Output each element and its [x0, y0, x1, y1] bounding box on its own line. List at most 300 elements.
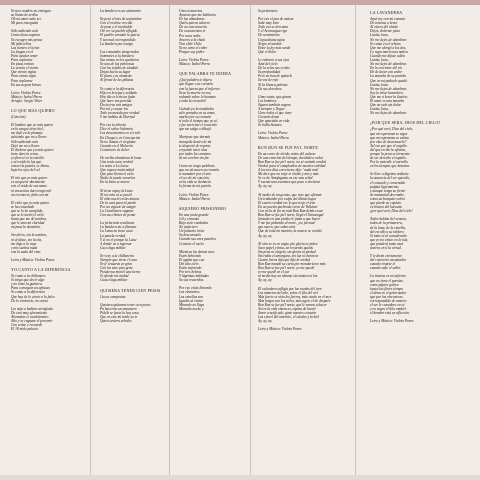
- lyric-line: Al estero del olvido: [370, 25, 398, 30]
- lyric-line: Como no tengo palabras: [179, 164, 215, 168]
- lyric-line: Música: Isabel Parra: [258, 135, 289, 140]
- lyric-line: De casi muy aforamiento: [11, 310, 48, 315]
- lyric-line: Que hay de lo cierto a lo falso: [11, 294, 55, 299]
- lyric-line: Al medio de un geniso, que tuve que afirmar: [258, 192, 322, 197]
- lyric-line: tuviera en ti la virtud.: [370, 245, 402, 250]
- lyric-line: De lo contrario, no canto.: [11, 298, 49, 303]
- lyric-line: No me dejes de alumbrar.: [370, 62, 407, 67]
- lyric-line: Centarte el vuelo: [179, 241, 204, 246]
- lyric-line: Todo un mesida por verdad: [100, 111, 140, 116]
- lyric-line: Con los sino piso grise: [100, 266, 133, 271]
- lyric-line: Y si no el porque la Luise: [100, 237, 137, 242]
- lyric-line: Del alto cielo: [179, 261, 199, 266]
- lyric-line: con la nada del vino.: [11, 249, 42, 254]
- lyric-line: te despertó de repente: [179, 143, 211, 148]
- lyric-line: Por eso están llorando: [179, 286, 212, 291]
- lyric-line: El amor es una mancha: [370, 98, 405, 103]
- lyric-line: lleva la muerte su voz,: [179, 90, 212, 95]
- lyric-line: Cuaca laga militar: [100, 278, 128, 283]
- lyric-line: Soy la triste lavandera: [370, 90, 403, 95]
- lyric-line: que mi esperanza se calma: [370, 135, 409, 140]
- lyric-line: Que vtento vigías: [11, 70, 37, 75]
- lyric-line: todos de la primavera,: [370, 221, 403, 226]
- lyric-line: El calendario afligía por las ruedas del tren: [258, 286, 322, 291]
- lyric-line: me dejó en la plumaje: [11, 131, 43, 136]
- lyric-line: el alma en el gobernador: [370, 290, 407, 295]
- lyric-line: sabiendo que no a llover.: [11, 135, 48, 140]
- lyric-line: Que no sale sin dolor.: [370, 103, 402, 108]
- song-title: SIQUIERO PRISIONERO: [179, 205, 227, 211]
- lyric-line: su llanto de arriba: [11, 13, 38, 18]
- song-title: ¿POR QUE SERA, DIOS DEL CIELO?: [370, 120, 441, 126]
- lyric-line: Maripose que dormía: [179, 135, 211, 140]
- lyric-line: A siempre y llegue: [258, 106, 285, 111]
- lyric-line: en la vida se deshacía: [179, 180, 211, 185]
- lyric-line: Letra y Música: Violeta Parra: [258, 327, 302, 332]
- lyric-line: A los tres días carreta me dijo: 'nada más': [258, 168, 319, 173]
- lyric-line: Pa hacerme un amansero: [100, 306, 137, 311]
- lyric-line: Tal vez por que el orgullo: [370, 143, 407, 148]
- lyric-line: El ráo que yo más quiero: [11, 176, 48, 181]
- lyric-line: Con sus ribetes de penar: [100, 213, 136, 218]
- lyric-line: Más fuerte se oían los fierros, más rueda en el mes: [258, 294, 332, 299]
- lyric-line: en los tiempos que lamenta.: [370, 164, 411, 169]
- lyric-line: por olas de desconsuelo?: [370, 139, 407, 144]
- lyric-line: Ay, ay, ay.: [258, 319, 273, 324]
- lyric-line: El cielo que yo más quiero: [11, 200, 50, 205]
- lyric-line: En la corriente del río: [370, 66, 403, 71]
- lyric-line: palpita ligeramente;: [370, 184, 400, 189]
- lyric-line: y mis sueños nada: [11, 245, 38, 250]
- lyric-line: yo florecí en la estrella: [11, 155, 45, 160]
- lyric-line: Los hombres: [258, 98, 277, 103]
- lyric-line: Alumnitas el cuadrúmetro: [11, 314, 49, 319]
- lyric-line: La bandera por testigo: [100, 41, 134, 46]
- lyric-line: y en negro el hilo amdrel: [370, 307, 406, 312]
- lyric-line: Música: Isabel Parra: [11, 94, 42, 99]
- lyric-line: Con el ocelote crecido: [100, 21, 133, 26]
- lyric-line: Yo fé tesaarás en grito: [100, 262, 133, 267]
- lyric-line: Yo vovy a la chillaneria: [100, 253, 135, 258]
- stanza-gap: [100, 323, 173, 327]
- lyric-line: Centenario de dolor: [100, 147, 130, 152]
- lyric-line: Le robaron a sus ojos: [258, 57, 290, 62]
- lyric-line: Amores a la chula: [179, 37, 206, 42]
- lyric-line: Sólo sabiendo sola: [11, 29, 39, 34]
- lyric-line: Su profundidad: [258, 70, 281, 75]
- lyric-line: En un puesto quebrado cerca de Vallenar: [258, 204, 318, 209]
- lyric-line: Mirando no llega: [179, 302, 205, 307]
- lyric-line: el ser le considero en sé: [370, 303, 405, 308]
- lyric-line: Ya no temo el cobre: [179, 45, 208, 50]
- lyric-line: Mi falta tellos: [11, 41, 32, 46]
- song-title: LA LAVANDERA: [370, 10, 403, 15]
- lyric-line: Por eso el pan de azúcar: [258, 17, 294, 22]
- lyric-line: Ay, ay, ay.: [258, 233, 273, 238]
- lyric-line: Cueca campesina: [100, 294, 126, 299]
- stanza-gap: [179, 311, 253, 315]
- lyric-line: por todos los caminos: [179, 151, 211, 156]
- lyric-line: en brazos del huracán: [370, 205, 403, 210]
- lyric-line: Yo canto a la chillanera: [11, 274, 46, 279]
- lyric-line: Y el Aconcagua rige: [258, 29, 288, 34]
- lyric-line: Siguen también negros: [258, 102, 291, 107]
- lyric-line: de mi cerebro sin fin.: [179, 155, 210, 160]
- lyric-line: te mandaré por el aire: [179, 172, 212, 177]
- stanza-gap: [258, 140, 363, 144]
- lyric-line: Sus armas no les quedaron: [100, 57, 139, 62]
- lyric-line: Todos hablan del veneno,: [370, 217, 407, 222]
- lyric-line: como un barquito velero: [370, 196, 406, 201]
- lyric-line: Por tal y cruzar los: [100, 106, 128, 111]
- lyric-line: del concierto encantador: [370, 258, 407, 263]
- lyric-line: No justiciero: [179, 225, 198, 230]
- lyric-sheet: [0, 5, 480, 475]
- lyric-line: El dichoso que yo más quiero: [11, 147, 54, 152]
- lyric-line: Mirando noche y: [179, 306, 204, 311]
- lyric-line: que no alcancen su corazón: [179, 168, 220, 173]
- lyric-line: La fragua en el: [11, 49, 34, 54]
- lyric-line: que pierde su capitán: [370, 201, 401, 206]
- lyric-line: Las tienten el tiento: [11, 45, 40, 50]
- lyric-line: Sentado en una piedra le pinta a que hacer: [258, 217, 321, 222]
- lyric-line: La vencía el viento: [11, 66, 39, 71]
- lyric-line: La mancha de su partida: [370, 74, 406, 79]
- lyric-line: Dejó me no a llover.: [11, 143, 41, 148]
- lyric-line: Por unos miles: [179, 33, 201, 38]
- lyric-line: Se ve de Antofagasta en ese una señal: [258, 176, 313, 181]
- lyric-line: de la luna, de la estrella,: [370, 225, 406, 230]
- lyric-line: Me dice que no traje te olvido y mis y más: [258, 172, 319, 177]
- lyric-line: rodando sobre lo humano: [179, 94, 216, 99]
- lyric-line: Para conseguir un aplauso: [11, 286, 51, 291]
- stanza-gap: [11, 262, 86, 266]
- lyric-line: He de lavar con ardor: [370, 70, 403, 75]
- lyric-line: De una estación del tiempo, decidido a rodar: [258, 155, 324, 160]
- lyric-line: creyendo tener alas: [179, 147, 208, 152]
- lyric-line: Gil y comento: [179, 216, 200, 221]
- lyric-line: que se lo he cumplido,: [11, 208, 44, 213]
- lyric-line: Al frente de las piñatas: [100, 78, 134, 83]
- stanza-gap: [11, 331, 86, 335]
- lyric-line: al medio hay un abismo sin música ni luz: [258, 274, 318, 279]
- lyric-line: Dice el señor Salomón: [100, 127, 133, 132]
- lyric-line: Yo canto a la diferencia: [100, 86, 135, 91]
- lyric-line: No me dejes de alumbrar.: [370, 37, 407, 42]
- lyric-line: Qué el dolor: [258, 49, 277, 54]
- lyric-line: En sus negras brisas: [11, 82, 41, 87]
- lyric-line: que yo no existo en la isla,: [370, 237, 409, 242]
- lyric-line: Cuca laga militar: [100, 245, 126, 250]
- lyric-line: En Chuqui y en Concepción: [100, 135, 141, 140]
- lyric-line: Para soplarme: [11, 78, 33, 83]
- lyric-line: la ausencia del ser querido,: [370, 176, 411, 181]
- lyric-line: Lo regocinario una nativa: [370, 49, 408, 54]
- lyric-line: Se llore a lágrima ardiente: [370, 172, 409, 177]
- lyric-line: Que pisa lloran el cielo: [100, 172, 134, 177]
- lyric-line: Negro al tambor: [258, 41, 282, 46]
- lyric-line: que llegue a tu corazón: [179, 82, 213, 87]
- stanza-gap: [100, 283, 173, 287]
- lyric-line: De trizezas a lavar: [370, 21, 398, 26]
- lyric-line: Estén bebiendo: [179, 253, 202, 258]
- lyric-line: Su prisionero.: [258, 9, 279, 13]
- lyric-line: Una tenía unos verdad: [100, 160, 133, 164]
- lyric-line: cuando respete el: [370, 262, 396, 267]
- stanza-gap: [179, 201, 253, 205]
- lyric-line: Que en este mi tarde yo te: [100, 315, 138, 319]
- lyric-line: de ser derecho el zapallo.: [370, 156, 407, 161]
- lyric-line: Gime santo, que gimen: [258, 94, 292, 99]
- lyric-line: sólo pensaba en su amor,: [179, 110, 216, 115]
- lyric-line: cuando sabe el señor.: [370, 266, 401, 271]
- lyric-line: ni encuentra duro tengo mil: [11, 188, 51, 193]
- lyric-line: No me dejes de alumbrar.: [370, 86, 407, 91]
- lyric-column: [370, 5, 470, 475]
- lyric-line: Por la metrulle el zarrullo: [370, 160, 408, 165]
- lyric-line: Y me hablan de libertad: [100, 115, 135, 120]
- lyric-line: La Carabinera vaguine: [100, 209, 134, 214]
- lyric-line: Alto y se engazar el porvenir: [11, 319, 53, 323]
- lyric-line: Letra: Violeta Parra: [179, 58, 209, 63]
- lyric-line: Oír ver su pueblo afligido: [100, 29, 138, 34]
- lyric-line: yo me quedé en el sur: [258, 270, 290, 275]
- lyric-line: del escollo a su tablero;: [370, 229, 405, 234]
- lyric-line: Ni tiene rapay la Luise: [100, 188, 133, 193]
- lyric-line: Sabe muy bien: [258, 21, 279, 26]
- lyric-line: Letra y Música: Violeta Parra: [11, 257, 55, 262]
- lyric-line: Apuesto que me hablaron: [179, 13, 216, 18]
- lyric-line: El pueblo atrando la patria: [100, 33, 140, 38]
- lyric-line: Los elementos: [179, 290, 200, 295]
- lyric-line: tiene duro la reina,: [11, 151, 39, 156]
- lyric-line: Quién quiera saberes: [179, 21, 210, 26]
- lyric-line: De sus derechos.: [258, 86, 283, 91]
- lyric-line: conocí la pasión, se llama,: [11, 164, 50, 169]
- lyric-line: De la cual pareció pardo: [100, 200, 137, 205]
- lyric-line: De arriba abandona la loma: [100, 155, 142, 160]
- lyric-line: Si ofende mi ciudad: [100, 274, 129, 279]
- lyric-line: Su desconsuelo: [179, 233, 202, 238]
- lyric-line: Decía tras mis amigos: [100, 102, 133, 107]
- lyric-line: Yiva chile Chile: [179, 41, 202, 46]
- song-title: YO CANTO A LA DIFERENCIA: [11, 266, 71, 272]
- lyric-line: Dejos, dolerme pisar: [370, 29, 401, 34]
- lyric-line: Así es la vida entonces, espina de laurel: [258, 307, 316, 311]
- lyric-line: A donde va a regresar: [100, 241, 132, 246]
- lyric-line: Música: Isabel Parra: [179, 62, 210, 67]
- lyric-line: mi pasa la desunión.: [11, 225, 41, 230]
- lyric-line: y fue tan triste el recuerdo: [179, 123, 217, 128]
- lyric-line: Su sus recuerdos.: [179, 278, 204, 283]
- lyric-line: Letra: Violeta Parra: [11, 90, 41, 95]
- lyric-line: el consuelo y consentido: [370, 180, 406, 185]
- song-title: RUN RUN SE FUE PA'L NORTE: [258, 144, 318, 150]
- lyric-line: Con los tejidos de sándalo: [100, 66, 139, 71]
- lyric-line: Dejan hacia su lugar: [100, 70, 131, 75]
- lyric-line: que nuevo, que sabes más: [258, 225, 296, 230]
- lyric-line: Cuando en el Malecón: [100, 143, 133, 148]
- lyric-line: El pleno y tu alameda: [100, 74, 132, 79]
- lyric-line: Run Run se fue pa'l norte, qué le vamos a hacer: [258, 302, 327, 307]
- lyric-line: Los descontentos en el cielo: [100, 131, 141, 136]
- lyric-line: mucho por su corazón: [179, 115, 212, 120]
- lyric-line: y no tomo la guitarra: [11, 282, 42, 287]
- lyric-line: busca las flores tiempo: [370, 286, 404, 291]
- lyric-line: Ni mi avia ni se pariel: [100, 192, 133, 197]
- lyric-column: [258, 5, 363, 475]
- lyric-line: La panela verdad: [100, 233, 126, 238]
- lyric-line: En las almudenas: [179, 17, 205, 22]
- lyric-line: En un carro de olvido, antes del aclarar: [258, 151, 316, 156]
- lyric-line: ¡por qué será, Dios del cielo!: [370, 209, 413, 214]
- stanza-gap: [370, 115, 470, 119]
- lyric-line: Que espera maternidad: [100, 168, 134, 173]
- lyric-line: Cuando me dijiste adiós: [370, 53, 405, 58]
- lyric-line: y toda la creación!: [179, 98, 207, 103]
- lyric-line: Azul del cielo: [258, 62, 278, 67]
- lyric-line: si todo el tiempo que yo sé,: [179, 119, 219, 124]
- lyric-line: Arreglo: Sergio Vitier: [11, 98, 43, 103]
- lyric-line: Siempre que viene el caso: [100, 257, 138, 262]
- lyric-line: Y cuenta una aventura que paso a declarar: [258, 180, 321, 185]
- lyric-line: me digo a la raya: [11, 241, 37, 246]
- lyric-line: Mientras las demás aves: [179, 249, 215, 254]
- lyric-line: Y me fue pidiendo al norte, ¡no fui mas!: [258, 221, 316, 226]
- lyric-line: Ponda ma moriel una tierra: [100, 270, 141, 275]
- lyric-line: ni al afase, sin la ola,: [11, 237, 43, 242]
- lyric-line: Ni la blanca paloma: [258, 82, 288, 87]
- lyric-line: En pisas ventan: [11, 62, 34, 67]
- lyric-line: de manantial derrumbe,: [370, 192, 405, 197]
- lyric-line: Cuándo yo la modulaba: [179, 106, 214, 111]
- lyric-line: Copacabana agita: [258, 37, 285, 42]
- lyric-line: el hombre está en aflicción.: [370, 311, 410, 316]
- lyric-line: correspondido de amores: [370, 299, 407, 303]
- lyric-line: Ay, ay, ay.: [258, 278, 273, 283]
- lyric-line: Entre la fey más sorda: [258, 45, 291, 50]
- lyric-line: Música: Isabel Parra: [179, 196, 210, 201]
- lyric-line: Por un viguete de sangre: [100, 204, 136, 209]
- lyric-line: Un trabumbo por culpa del último lugar: [258, 196, 317, 201]
- lyric-line: En la loma se mueve: [100, 180, 130, 185]
- lyric-line: que se le metió el cielo: [11, 213, 44, 218]
- lyric-line: Run Run se fue pa'l norte, no sé cuándo vendrá: [258, 159, 327, 164]
- lyric-line: Sommetes a la bandera: [100, 53, 134, 58]
- lyric-line: Letra y Música: Violeta Parra: [370, 319, 414, 324]
- lyric-line: De la selva sus verdes: [258, 66, 290, 71]
- lyric-line: Por eso tu teboria: [100, 123, 127, 128]
- lyric-line: Hoy día es león un fiabo: [100, 94, 136, 99]
- lyric-line: que ponderá tanto azul: [370, 241, 404, 246]
- lyric-line: El hombre que yo más quiero: [11, 123, 54, 128]
- lyric-line: Oh mi amor sabe ser: [11, 17, 42, 22]
- lyric-line: que le amo mi claridad: [11, 221, 45, 226]
- lyric-line: Más largos son los rieles, más agrio el de después: [258, 298, 331, 303]
- lyric-line: Lunita, luna,: [370, 33, 389, 38]
- lyric-line: Que hace voz porvida: [100, 98, 132, 103]
- lyric-line: Como dona esquina: [11, 33, 40, 38]
- lyric-line: Y lágrimas habladas: [179, 274, 209, 279]
- lyric-line: Quien tuviera arboles: [100, 319, 132, 324]
- stanza-gap: [370, 323, 470, 327]
- lyric-line: con la fuerza que el infierno: [179, 86, 220, 91]
- lyric-line: Yo tuve madres no entregan: [11, 9, 51, 13]
- lyric-column: [179, 5, 253, 475]
- lyric-line: Si tengo que decir algo: [11, 278, 45, 283]
- lyric-line: Amor crucificado, gime nuestro corazón: [258, 311, 317, 316]
- lyric-line: Llore todos el que tiene: [258, 111, 292, 116]
- song-title: QUE PALABRA TE DIJERA: [179, 71, 232, 77]
- lyric-line: ¡Qué palabra te dijera: [179, 78, 212, 83]
- lyric-line: Y te dirán ciertamente: [370, 254, 403, 259]
- lyric-line: Y tan mal correspondido: [100, 37, 136, 42]
- lyric-line: Yo una de las pelotonas: [100, 62, 135, 67]
- lyric-line: en la sangre tiene hiel,: [11, 127, 44, 132]
- lyric-line: Para ayudar amor: [11, 53, 38, 58]
- lyric-line: Los números del año, sobre el filo del riel: [258, 290, 318, 295]
- lyric-line: Con cedar y recuerdo: [11, 323, 43, 328]
- lyric-line: Iguales al viento: [179, 298, 203, 303]
- lyric-line: Mi paso enseguida: [11, 21, 39, 26]
- lyric-line: Ja pone y el inevitable: [100, 25, 133, 30]
- lyric-line: Sin rabia el amargura, sin luz ni clarinete: [258, 253, 319, 258]
- stanza-gap: [11, 103, 86, 107]
- lyric-line: Lunita, luna,: [370, 82, 389, 87]
- lyric-line: la forma de mi pasión.: [179, 184, 212, 189]
- lyric-line: con el ruido de sus mano: [11, 184, 48, 189]
- lyric-line: Que apariaba en vida: [258, 119, 290, 124]
- lyric-line: De sentimiento: [258, 33, 280, 38]
- lyric-line: Porque soy pobre: [179, 49, 205, 54]
- lyric-line: Ay, ay, ay.: [258, 184, 273, 189]
- lyric-line: que por las rinconeras: [370, 294, 403, 299]
- lyric-line: del que recibe la afrenta,: [370, 147, 406, 152]
- lyric-line: Quisiera quitarme tener cien pesos: [100, 302, 151, 307]
- lyric-line: Si tomo el al considerado: [370, 233, 407, 238]
- lyric-line: Que de toda mi montón, la muerte se vendió: [258, 229, 322, 234]
- lyric-line: La Luisa no tiene casa: [100, 229, 133, 234]
- lyric-line: y aunque tenga su frente: [370, 188, 406, 193]
- lyric-line: hasta que me dé sombra,: [11, 217, 47, 222]
- lyric-line: Letra: Violeta Parra: [179, 192, 209, 197]
- lyric-column: [11, 5, 86, 475]
- lyric-line: Pídéle se fuese la hoy casa: [100, 310, 139, 315]
- lyric-line: La tristeza es un infierno: [370, 274, 406, 279]
- lyric-line: tranquila dentro de mí: [179, 139, 212, 144]
- lyric-line: Un palacito triste: [179, 229, 205, 234]
- lyric-line: Pero no han de quitarle: [258, 74, 293, 79]
- lyric-line: ¿Por qué será, Dios del cielo,: [370, 127, 414, 132]
- lyric-line: Unos trasuertos: [179, 9, 203, 13]
- lyric-line: Hijo en la tripa y soldado: [100, 90, 138, 95]
- lyric-line: baja los ojos del sol.: [11, 168, 41, 173]
- lyric-line: De ocasonentos sí: [179, 29, 206, 34]
- lyric-line: La fecha más resaltante: [100, 221, 135, 226]
- lyric-line: La reina a La Luisa: [100, 164, 129, 169]
- lyric-line: mi reconocer, fado con mí.: [11, 192, 50, 197]
- lyric-line: Letra: Violeta Parra: [258, 131, 288, 136]
- lyric-line: El 18 mide palacio: [11, 327, 39, 332]
- lyric-line: Al otro se es en urgía, pio gloria se pidea: [258, 241, 318, 246]
- lyric-line: Lunita, luna,: [370, 107, 389, 112]
- lyric-line: La bandera es un calamento: [100, 9, 141, 13]
- lyric-line: que mi esperanza se sigue: [370, 131, 408, 136]
- lyric-line: Ya no llamas el cieglame: [100, 139, 136, 144]
- lyric-line: es un querer duramente: [11, 180, 46, 185]
- lyric-line: Para vtento vigía: [11, 74, 36, 79]
- lyric-line: Los comandos inesperados: [100, 49, 139, 54]
